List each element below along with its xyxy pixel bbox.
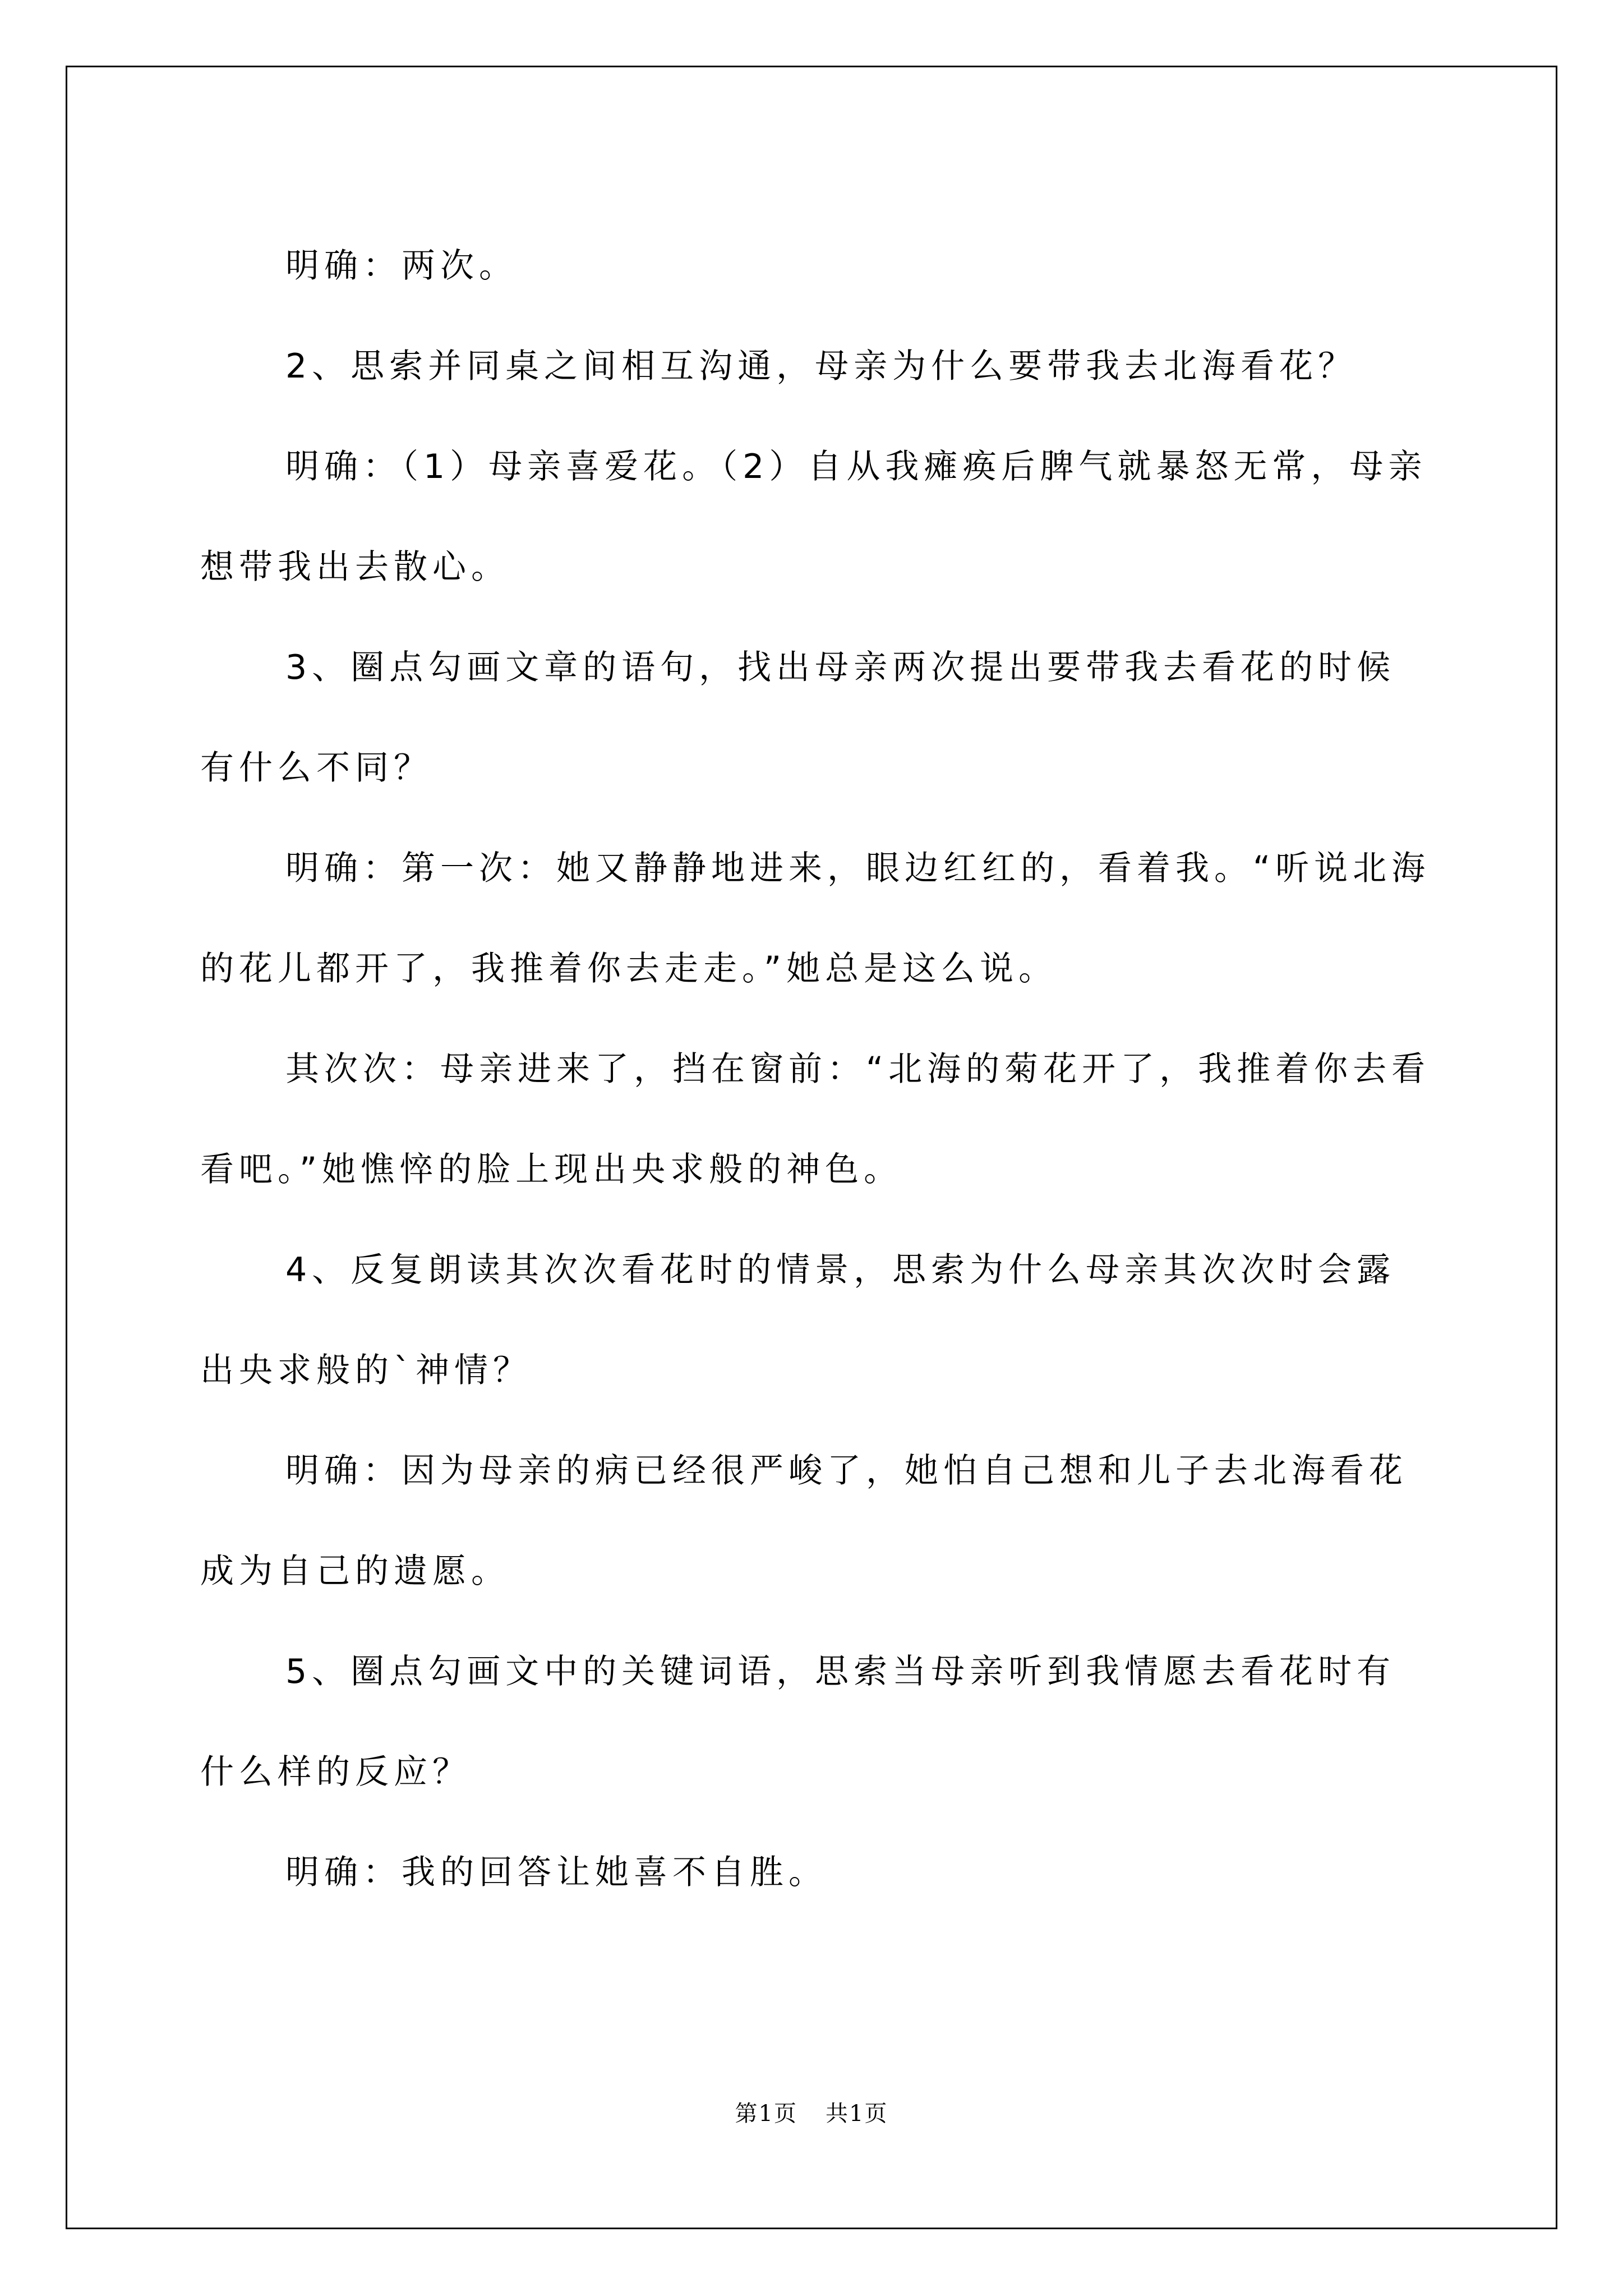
paragraph: 明确：两次。 [285, 246, 518, 286]
document-body [200, 216, 1434, 1923]
paragraph: 3、圈点勾画文章的语句，找出母亲两次提出要带我去看花的时候有什么不同？ [200, 648, 1396, 788]
paragraph: 其次次：母亲进来了，挡在窗前：“北海的菊花开了，我推着你去看看吧。”她憔悴的脸上现出央求般的神色。 [200, 1050, 1431, 1189]
page-number: 第1页 [735, 2101, 797, 2127]
paragraph: 明确：第一次：她又静静地进来，眼边红红的，看着我。“听说北海的花儿都开了，我推着你去走走。”她总是这么说。 [200, 849, 1431, 988]
paragraph: 明确：（1）母亲喜爱花。（2）自从我瘫痪后脾气就暴怒无常，母亲想带我出去散心。 [200, 447, 1427, 587]
paragraph: 5、圈点勾画文中的关键词语，思索当母亲听到我情愿去看花时有什么样的反应？ [200, 1652, 1396, 1792]
paragraph: 明确：我的回答让她喜不自胜。 [285, 1853, 827, 1892]
paragraph: 2、思索并同桌之间相互沟通，母亲为什么要带我去北海看花？ [285, 347, 1357, 386]
paragraph: 4、反复朗读其次次看花时的情景，思索为什么母亲其次次时会露出央求般的`神情？ [200, 1250, 1396, 1390]
page-footer [0, 2097, 1623, 2131]
paragraph: 明确：因为母亲的病已经很严峻了，她怕自己想和儿子去北海看花成为自己的遗愿。 [200, 1451, 1408, 1591]
page-total: 共1页 [826, 2101, 888, 2127]
